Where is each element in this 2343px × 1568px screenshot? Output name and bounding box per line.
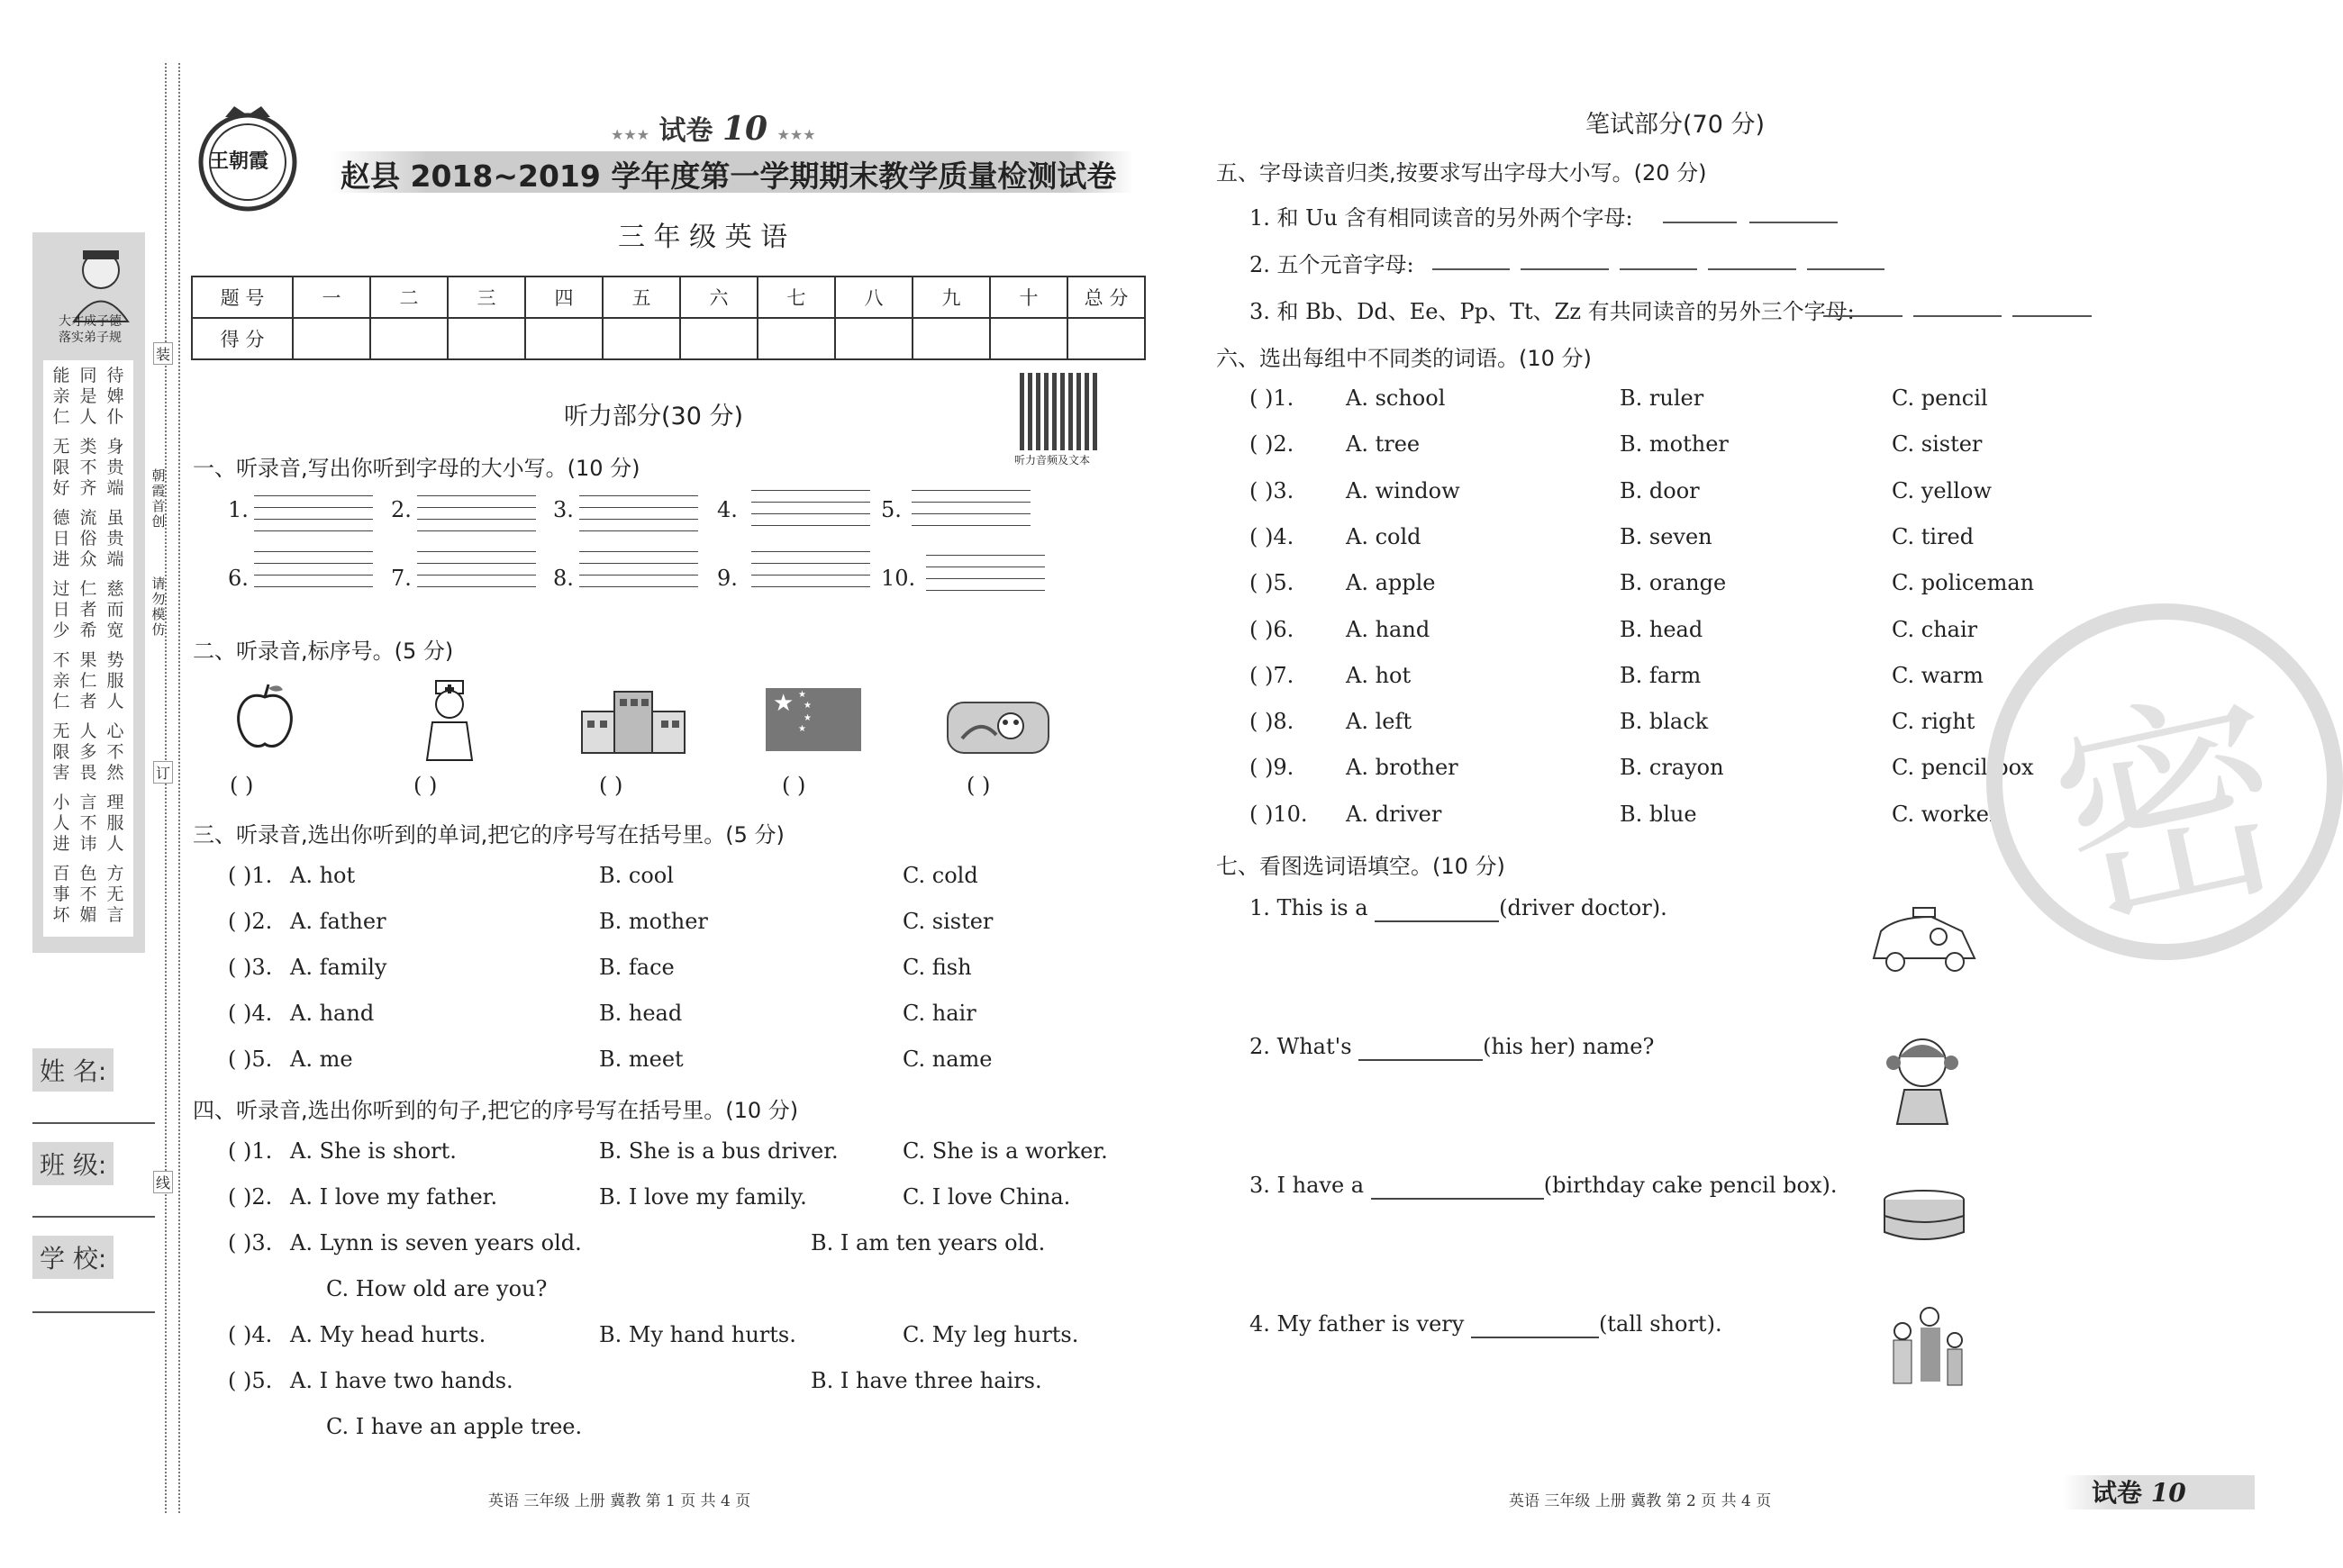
letter-item-10: 10. [881, 566, 916, 591]
letter-lines-10[interactable] [926, 544, 1045, 591]
birthday-cake-icon [1879, 1183, 1969, 1250]
score-table [191, 276, 1146, 360]
letter-item-5: 5. [881, 497, 902, 522]
s7-item-1: 1. This is a (driver doctor). [1249, 895, 1667, 920]
side-mark-ding: 订 [153, 761, 173, 784]
s3-item-option-a: A. family [290, 955, 387, 980]
s4-item-option-a: A. She is short. [290, 1138, 457, 1164]
s6-item-option-a: A. school [1346, 385, 1446, 411]
s3-item-paren[interactable]: ( )4. [228, 1001, 273, 1026]
s6-item-option-a: A. hand [1346, 616, 1430, 642]
score-value-row: 得 分 [192, 318, 1145, 359]
s6-item-option-c: C. yellow [1892, 477, 1992, 503]
letter-lines-5[interactable] [912, 479, 1031, 526]
s6-item-option-a: A. window [1346, 477, 1460, 503]
s6-item-option-b: B. ruler [1620, 385, 1704, 411]
s6-item-option-a: A. cold [1346, 523, 1421, 549]
listening-title: 听力部分(30 分) [564, 403, 744, 431]
s6-item-paren[interactable]: ( )7. [1249, 662, 1294, 688]
s4-item-option-b: B. I love my family. [599, 1184, 807, 1210]
picture-paren-1[interactable]: ( ) [230, 773, 254, 798]
name-field[interactable] [32, 1122, 155, 1124]
exam-tag: ★★★ 试卷 10 ★★★ [611, 110, 816, 148]
s5-blank-3a[interactable] [1823, 315, 1903, 317]
s6-item-option-c: C. pencil box [1892, 755, 2034, 781]
s7-blank-4[interactable] [1471, 1311, 1599, 1338]
class-field[interactable] [32, 1216, 155, 1218]
s6-item-paren[interactable]: ( )9. [1249, 755, 1294, 781]
s7-blank-2[interactable] [1358, 1034, 1483, 1061]
letter-lines-3[interactable] [579, 485, 698, 531]
strip-caption: 大才成子德 落实弟子规 [59, 314, 122, 345]
s4-item-paren[interactable]: ( )3. [228, 1230, 273, 1255]
letter-lines-6[interactable] [254, 540, 373, 587]
s4-item-option-c: C. My leg hurts. [903, 1322, 1079, 1347]
s6-item-option-c: C. right [1892, 709, 1975, 735]
s5-blank-2c[interactable] [1620, 268, 1697, 270]
letter-lines-8[interactable] [579, 540, 698, 587]
s5-blank-1a[interactable] [1663, 222, 1737, 223]
s3-item-option-c: C. fish [903, 955, 972, 980]
s5-blank-3b[interactable] [1913, 315, 2002, 317]
s3-item-option-a: A. hot [290, 863, 356, 888]
s3-item-option-c: C. sister [903, 909, 994, 934]
s6-item-option-a: A. apple [1346, 570, 1436, 596]
s6-item-paren[interactable]: ( )3. [1249, 477, 1294, 503]
s4-item-paren[interactable]: ( )1. [228, 1138, 273, 1164]
section-1-title: 一、听录音,写出你听到字母的大小写。(10 分) [193, 456, 640, 481]
s3-item-paren[interactable]: ( )1. [228, 863, 273, 888]
s3-item-option-c: C. cold [903, 863, 978, 888]
s6-item-option-c: C. warm [1892, 662, 1984, 688]
s5-blank-2e[interactable] [1807, 268, 1884, 270]
s6-item-paren[interactable]: ( )2. [1249, 431, 1294, 458]
s6-item-option-b: B. door [1620, 477, 1700, 503]
school-field[interactable] [32, 1311, 155, 1313]
picture-paren-2[interactable]: ( ) [413, 773, 438, 798]
s6-item-option-a: A. brother [1346, 755, 1458, 781]
s5-item-2: 2. 五个元音字母: [1249, 252, 1414, 277]
score-header-row: 题 号 一 二 三 四 五 六 七 八 九 十 总 分 [192, 276, 1145, 318]
picture-paren-3[interactable]: ( ) [599, 773, 623, 798]
taxi-driver-icon [1868, 904, 1980, 980]
girl-icon [1879, 1027, 1966, 1129]
exam-subtitle: 三 年 级 英 语 [618, 222, 788, 253]
qr-code-icon[interactable] [1020, 373, 1097, 450]
s7-blank-3[interactable] [1371, 1173, 1544, 1200]
s4-item-option-b: B. My hand hurts. [599, 1322, 796, 1347]
side-mark-xian: 线 [153, 1171, 173, 1193]
s6-item-paren[interactable]: ( )5. [1249, 570, 1294, 596]
footer-right: 英语 三年级 上册 冀教 第 2 页 共 4 页 [1509, 1492, 1772, 1510]
section-4-title: 四、听录音,选出你听到的句子,把它的序号写在括号里。(10 分) [193, 1098, 799, 1123]
letter-item-9: 9. [717, 566, 738, 591]
s4-item-option-b: B. She is a bus driver. [599, 1138, 839, 1164]
s6-item-option-c: C. worker [1892, 801, 2000, 827]
s6-item-option-c: C. sister [1892, 431, 1983, 458]
section-6-title: 六、选出每组中不同类的词语。(10 分) [1216, 346, 1592, 371]
section-5-title: 五、字母读音归类,按要求写出字母大小写。(20 分) [1216, 160, 1707, 186]
letter-item-2: 2. [391, 497, 412, 522]
strip-verse-box [43, 360, 133, 937]
s6-item-paren[interactable]: ( )6. [1249, 616, 1294, 642]
s6-item-paren[interactable]: ( )4. [1249, 523, 1294, 549]
s6-item-paren[interactable]: ( )10. [1249, 801, 1308, 827]
school-building-icon [575, 684, 692, 760]
s5-blank-2b[interactable] [1521, 268, 1609, 270]
s4-item-option-a: A. I have two hands. [290, 1368, 513, 1393]
stamp-char: 密 [2032, 659, 2308, 964]
s4-item-option-c: C. I have an apple tree. [326, 1414, 583, 1439]
verse-col-3: 待婢仆 身贵端 虽贵端 慈而宽 势服人 心不然 理服人 方无言 [106, 366, 124, 925]
s3-item-option-b: B. face [599, 955, 675, 980]
corner-tag: 试卷 10 [2092, 1478, 2186, 1508]
s6-item-option-b: B. head [1620, 616, 1703, 642]
s3-item-paren[interactable]: ( )2. [228, 909, 273, 934]
exam-title: 赵县 2018~2019 学年度第一学期期末教学质量检测试卷 [341, 159, 1117, 194]
side-mark-zhuang: 装 [153, 342, 173, 365]
s6-item-option-b: B. seven [1620, 523, 1712, 549]
letter-item-4: 4. [717, 497, 738, 522]
s6-item-option-c: C. tired [1892, 523, 1975, 549]
s7-item-3: 3. I have a (birthday cake pencil box). [1249, 1173, 1838, 1198]
s4-item-option-b: B. I have three hairs. [811, 1368, 1042, 1393]
s4-item-paren[interactable]: ( )2. [228, 1184, 273, 1210]
binding-line-inner [178, 63, 180, 1513]
side-mark-mofang: 请勿模仿 [151, 576, 166, 638]
verse-col-1: 能亲仁 无限好 德日进 过日少 不亲仁 无限害 小人进 百事坏 [52, 366, 70, 925]
s3-item-option-a: A. father [290, 909, 386, 934]
s3-item-option-c: C. name [903, 1047, 993, 1072]
s3-item-option-c: C. hair [903, 1001, 976, 1026]
s3-item-paren[interactable]: ( )5. [228, 1047, 273, 1072]
binding-line [165, 63, 167, 1513]
section-2-title: 二、听录音,标序号。(5 分) [193, 639, 454, 664]
letter-item-8: 8. [553, 566, 574, 591]
picture-paren-4[interactable]: ( ) [782, 773, 806, 798]
s5-item-1: 1. 和 Uu 含有相同读音的另外两个字母: [1249, 205, 1633, 231]
family-icon [1875, 1304, 1975, 1416]
s6-item-option-b: B. crayon [1620, 755, 1724, 781]
s3-item-option-b: B. meet [599, 1047, 684, 1072]
s6-item-option-a: A. left [1346, 709, 1412, 735]
s3-item-option-a: A. hand [290, 1001, 375, 1026]
s5-blank-2a[interactable] [1432, 268, 1510, 270]
apple-icon [229, 681, 301, 757]
s3-item-option-b: B. head [599, 1001, 683, 1026]
s4-item-option-c: C. How old are you? [326, 1276, 548, 1301]
picture-paren-5[interactable]: ( ) [967, 773, 991, 798]
s6-item-paren[interactable]: ( )1. [1249, 385, 1294, 411]
s5-blank-3c[interactable] [2012, 315, 2092, 317]
letter-item-1: 1. [228, 497, 249, 522]
s4-item-option-a: A. I love my father. [290, 1184, 498, 1210]
s5-blank-2d[interactable] [1708, 268, 1796, 270]
section-7-title: 七、看图选词语填空。(10 分) [1216, 854, 1505, 879]
writing-title: 笔试部分(70 分) [1585, 111, 1766, 139]
s3-item-option-b: B. cool [599, 863, 674, 888]
s5-blank-1b[interactable] [1749, 222, 1838, 223]
s4-item-option-b: B. I am ten years old. [811, 1230, 1046, 1255]
panda-stamp-icon [944, 699, 1052, 760]
s6-item-option-c: C. policeman [1892, 570, 2035, 596]
s6-item-option-a: A. tree [1346, 431, 1421, 458]
s6-item-option-b: B. black [1620, 709, 1709, 735]
s6-item-option-a: A. hot [1346, 662, 1412, 688]
china-flag-icon: ★ ★ ★ ★ ★ [766, 688, 861, 751]
logo-text: 王朝霞 [209, 150, 269, 173]
letter-item-7: 7. [391, 566, 412, 591]
s4-item-paren[interactable]: ( )5. [228, 1368, 273, 1393]
s3-item-paren[interactable]: ( )3. [228, 955, 273, 980]
letter-item-3: 3. [553, 497, 574, 522]
s4-item-paren[interactable]: ( )4. [228, 1322, 273, 1347]
letter-lines-4[interactable] [751, 479, 870, 526]
s6-item-option-a: A. driver [1346, 801, 1442, 827]
s7-item-2: 2. What's (his her) name? [1249, 1034, 1655, 1059]
side-mark-shouchuang: 朝霞首创 [151, 467, 166, 530]
name-label: 姓 名: [32, 1048, 114, 1092]
s7-item-4: 4. My father is very (tall short). [1249, 1311, 1722, 1337]
s6-item-paren[interactable]: ( )8. [1249, 709, 1294, 735]
s6-item-option-c: C. chair [1892, 616, 1978, 642]
section-3-title: 三、听录音,选出你听到的单词,把它的序号写在括号里。(5 分) [193, 822, 785, 847]
verse-col-2: 同是人 类不齐 流俗众 仁者希 果仁者 人多畏 言不讳 色不媚 [79, 366, 97, 925]
letter-lines-1[interactable] [254, 485, 373, 531]
s4-item-option-a: A. My head hurts. [290, 1322, 486, 1347]
letter-lines-9[interactable] [751, 540, 870, 587]
letter-item-6: 6. [228, 566, 249, 591]
s4-item-option-c: C. I love China. [903, 1184, 1071, 1210]
s5-item-3: 3. 和 Bb、Dd、Ee、Pp、Tt、Zz 有共同读音的另外三个字母: [1249, 299, 1855, 324]
s6-item-option-c: C. pencil [1892, 385, 1988, 411]
s3-item-option-b: B. mother [599, 909, 708, 934]
s6-item-option-b: B. mother [1620, 431, 1729, 458]
s7-blank-1[interactable] [1375, 895, 1499, 922]
s4-item-option-c: C. She is a worker. [903, 1138, 1108, 1164]
school-label: 学 校: [32, 1236, 114, 1279]
footer-left: 英语 三年级 上册 冀教 第 1 页 共 4 页 [488, 1492, 751, 1510]
qr-caption: 听力音频及文本 [1014, 454, 1091, 467]
s4-item-option-a: A. Lynn is seven years old. [290, 1230, 582, 1255]
s6-item-option-b: B. blue [1620, 801, 1697, 827]
s3-item-option-a: A. me [290, 1047, 353, 1072]
class-label: 班 级: [32, 1142, 114, 1185]
s6-item-option-b: B. orange [1620, 570, 1727, 596]
s6-item-option-b: B. farm [1620, 662, 1702, 688]
letter-lines-2[interactable] [417, 485, 536, 531]
nurse-icon [418, 677, 481, 767]
letter-lines-7[interactable] [417, 540, 536, 587]
